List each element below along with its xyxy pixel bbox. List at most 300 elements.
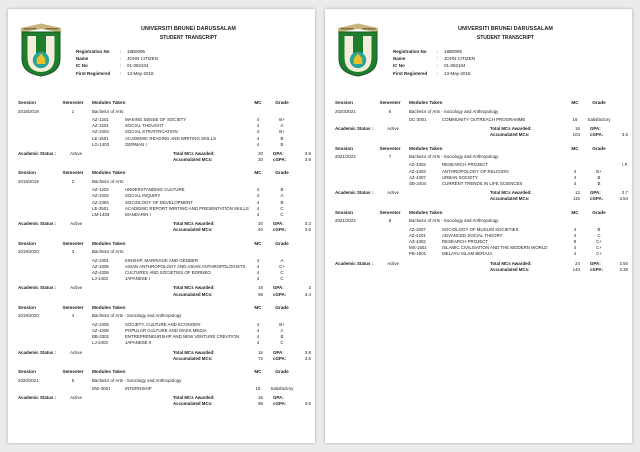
module-grade: B+ <box>279 116 285 122</box>
col-header-modules: Modules Taken <box>409 145 443 151</box>
accumulated-mcs-label: Accumulated MCs: <box>490 266 530 272</box>
col-header-session: Session <box>18 240 36 246</box>
col-header-semester: Semester <box>62 368 84 374</box>
module-cell <box>92 276 249 282</box>
module-grade: C+ <box>596 238 602 244</box>
module-grade: Satisfactory <box>270 385 294 391</box>
module-code: AZ-4308 <box>92 327 109 333</box>
accumulated-mcs-value: 140 <box>572 266 580 272</box>
col-header-modules: Modules Taken <box>92 100 126 105</box>
module-grade: C <box>280 205 284 211</box>
module-grade: A <box>280 327 284 333</box>
col-header-semester: Semester <box>62 170 84 176</box>
table-column-headers <box>325 100 632 106</box>
ic-no-value: 01-082104 <box>127 63 149 69</box>
cgpa-value: 3.5 <box>304 355 311 361</box>
col-header-grade: Grade <box>275 368 289 374</box>
module-title: MANDARIN I <box>125 212 151 218</box>
academic-status <box>18 395 82 401</box>
module-mc: 4 <box>573 232 577 238</box>
academic-status-value: Active <box>70 221 83 227</box>
academic-status-value: Active <box>387 260 400 266</box>
module-grade: A <box>280 193 284 199</box>
module-code: AZ-2201 <box>92 123 109 129</box>
col-header-session: Session <box>18 100 36 105</box>
col-header-mc: MC <box>254 100 262 105</box>
accumulated-mcs-value: 104 <box>572 132 580 138</box>
academic-status-label: Academic Status : <box>335 190 374 196</box>
academic-status-value: Active <box>70 150 83 156</box>
module-code: AZ-1202 <box>92 187 109 193</box>
programme-name: Bachelor of Arts: <box>92 179 125 185</box>
col-header-mc: MC <box>254 240 262 246</box>
col-header-mc: MC <box>571 145 579 151</box>
module-cell <box>409 117 566 123</box>
module-code: LE-2501 <box>92 205 109 211</box>
cgpa-label: cGPA: <box>273 227 287 233</box>
module-mc: 16 <box>572 116 578 122</box>
ic-no-label: IC No <box>393 63 405 69</box>
module-title: SOCIOLOGY OF MUSLIM SOCIETIES <box>442 226 519 232</box>
module-title: ACADEMIC REPORT WRITING AND PRESENTATION SKILLS <box>125 205 249 211</box>
module-grade: B+ <box>279 129 285 135</box>
session-value: 2019/2020 <box>18 249 39 255</box>
module-mc: 4 <box>573 226 577 232</box>
registration-no-value: 18B0095 <box>444 49 463 54</box>
module-cell <box>92 386 249 392</box>
col-header-grade: Grade <box>275 100 289 105</box>
module-cell <box>92 212 249 218</box>
module-mc: 4 <box>256 123 260 129</box>
registration-no-value: 18B0095 <box>127 49 146 54</box>
module-title: MAKING SENSE OF SOCIETY <box>125 116 187 122</box>
module-title: JAPANESE I <box>125 276 151 282</box>
registration-no-label: Registration No <box>76 49 110 54</box>
total-mcs-label: Total MCs Awarded: <box>173 285 215 291</box>
module-title: POPULAR CULTURE AND MASS MEDIA <box>125 327 207 333</box>
module-code: SB-2404 <box>409 181 427 187</box>
gpa-value: 3.7 <box>621 190 628 196</box>
table-column-headers <box>325 146 632 152</box>
semester-value: 8 <box>388 218 392 224</box>
module-mc: 16 <box>255 385 261 391</box>
module-title: JAPANESE II <box>125 340 152 346</box>
page-header <box>8 9 315 85</box>
col-header-semester: Semester <box>379 209 401 215</box>
gpa-label: GPA: <box>273 395 284 401</box>
gpa-label: GPA: <box>590 260 601 266</box>
col-header-semester: Semester <box>62 304 84 310</box>
academic-status-label: Academic Status : <box>335 260 374 266</box>
module-title: ENTREPRENEURSHIP AND NEW VENTURE CREATION <box>125 334 240 340</box>
cgpa-value: 3.4 <box>304 291 311 297</box>
cgpa-value: 3.54 <box>619 196 628 202</box>
table-column-headers <box>325 210 632 216</box>
col-header-session: Session <box>335 100 353 105</box>
accumulated-mcs-label: Accumulated MCs: <box>490 132 530 138</box>
university-title: UNIVERSITI BRUNEI DARUSSALAM <box>457 26 554 32</box>
section-header-row <box>8 378 315 384</box>
module-grade: C <box>280 340 284 346</box>
module-title: RESEARCH PROJECT <box>442 162 489 168</box>
module-mc: 4 <box>256 334 260 340</box>
module-grade: A <box>280 123 284 129</box>
academic-status <box>18 151 82 157</box>
programme-name: Bachelor of Arts: <box>92 249 125 255</box>
col-header-mc: MC <box>571 209 579 215</box>
document-title: STUDENT TRANSCRIPT <box>159 34 218 41</box>
sections-container <box>325 93 632 275</box>
col-header-mc: MC <box>254 170 262 176</box>
academic-status <box>335 190 399 196</box>
section-summary-row <box>8 350 315 362</box>
transcript-page-2 <box>325 9 632 443</box>
module-code: AZ-2304 <box>92 129 109 135</box>
table-column-headers <box>8 305 315 311</box>
academic-status-label: Academic Status : <box>18 395 57 401</box>
module-mc: 4 <box>256 212 260 218</box>
cgpa-label: cGPA: <box>590 196 604 202</box>
session-value: 2021/2022 <box>335 154 356 160</box>
accumulated-mcs-label: Accumulated MCs: <box>173 227 213 233</box>
academic-status-label: Academic Status : <box>18 221 57 227</box>
module-mc: 4 <box>256 116 260 122</box>
module-grade: B+ <box>279 321 285 327</box>
section-summary-row <box>8 221 315 233</box>
module-row <box>8 386 315 392</box>
module-title: MELAYU ISLAM BERAJA <box>442 251 493 257</box>
col-header-modules: Modules Taken <box>92 240 126 246</box>
total-mcs-label: Total MCs Awarded: <box>173 221 215 227</box>
module-grade: C <box>280 212 284 218</box>
col-header-semester: Semester <box>62 240 84 246</box>
module-grade: B <box>597 181 601 187</box>
academic-status <box>18 350 82 356</box>
mcs-gpa-summary <box>490 190 628 202</box>
col-header-semester: Semester <box>62 100 84 105</box>
module-code: AZ-3305 <box>92 263 109 269</box>
total-mcs-label: Total MCs Awarded: <box>490 260 532 266</box>
module-row <box>325 181 632 187</box>
total-mcs-label: Total MCs Awarded: <box>490 190 532 196</box>
module-title: INTERNSHIP <box>125 385 152 391</box>
module-mc: 4 <box>573 251 577 257</box>
table-column-headers <box>8 100 315 106</box>
module-code: AZ-4306 <box>92 269 109 275</box>
module-mc: 4 <box>256 269 260 275</box>
programme-name: Bachelor of Arts - Sociology and Anthropology <box>92 377 182 383</box>
cgpa-value: 3.5 <box>304 401 311 407</box>
first-registered-label: First Registered <box>393 70 428 76</box>
module-code: LJ-1403 <box>92 276 108 282</box>
col-header-grade: Grade <box>275 240 289 246</box>
section-header-row <box>8 179 315 185</box>
total-mcs-label: Total MCs Awarded: <box>173 349 215 355</box>
module-mc: 4 <box>256 257 260 263</box>
section-summary-row <box>325 261 632 273</box>
module-grade: C+ <box>596 245 602 251</box>
module-code: LJ-2403 <box>92 340 108 346</box>
gpa-label: GPA: <box>590 190 601 196</box>
section-header-row <box>325 218 632 224</box>
accumulated-mcs-label: Accumulated MCs: <box>173 157 213 163</box>
module-title: CURRENT TRENDS IN LIFE SCIENCES <box>442 181 523 187</box>
gpa-value: 3.8 <box>304 349 311 355</box>
module-title: ANTHROPOLOGY OF RELIGION <box>442 168 509 174</box>
col-header-session: Session <box>18 368 36 374</box>
col-header-semester: Semester <box>379 145 401 151</box>
module-mc: 4 <box>573 181 577 187</box>
section-header-row <box>8 109 315 115</box>
module-code: BB-3301 <box>92 334 110 340</box>
academic-status <box>335 261 399 267</box>
col-header-modules: Modules Taken <box>409 209 443 215</box>
module-code: AZ-1201 <box>92 116 109 122</box>
mcs-gpa-summary <box>173 350 311 362</box>
module-mc: 4 <box>256 205 260 211</box>
module-title: SOCIAL THOUGHT <box>125 123 164 129</box>
module-mc: 4 <box>256 340 260 346</box>
module-title: COMMUNITY OUTREACH PROGRAMME <box>442 116 526 122</box>
module-code: LM-1403 <box>92 212 110 218</box>
col-header-session: Session <box>335 145 353 151</box>
table-column-headers <box>8 369 315 375</box>
registration-no-label: Registration No <box>393 49 427 54</box>
first-registered-value: 13-May-2018 <box>127 70 154 76</box>
first-registered-label: First Registered <box>76 70 111 76</box>
module-mc: 4 <box>573 174 577 180</box>
col-header-session: Session <box>18 304 36 310</box>
module-grade: B <box>280 141 284 147</box>
cgpa-value: 3.9 <box>304 157 311 163</box>
module-cell <box>92 340 249 346</box>
col-header-session: Session <box>335 209 353 215</box>
gpa-label: GPA: <box>273 285 284 291</box>
gpa-label: GPA: <box>273 221 284 227</box>
col-header-grade: Grade <box>592 209 606 215</box>
module-grade: A <box>280 257 284 263</box>
col-header-modules: Modules Taken <box>92 304 126 310</box>
module-title: SOCIAL STRATIFICATION <box>125 129 178 135</box>
module-title: CULTURES AND SOCIETIES OF BORNEO <box>125 269 211 275</box>
module-grade: Satisfactory <box>587 116 611 122</box>
module-grade: C+ <box>596 251 602 257</box>
col-header-mc: MC <box>254 368 262 374</box>
total-mcs-value: 16 <box>258 285 263 291</box>
programme-name: Bachelor of Arts - Sociology and Anthropology <box>409 108 499 114</box>
section-header-row <box>8 313 315 319</box>
module-grade: C <box>280 269 284 275</box>
module-grade: B <box>280 135 284 141</box>
module-code: AZ-2202 <box>92 193 109 199</box>
accumulated-mcs-value: 72 <box>258 355 263 361</box>
module-title: ADVANCED SOCIAL THEORY <box>442 232 503 238</box>
academic-status-value: Active <box>387 126 400 132</box>
col-header-modules: Modules Taken <box>409 100 443 105</box>
module-mc: 8 <box>573 238 577 244</box>
module-code: AZ-2384 <box>92 199 109 205</box>
module-title: KINSHIP, MARRIAGE AND GENDER <box>125 257 199 263</box>
module-code: AZ-4302 <box>409 238 426 244</box>
session-value: 2018/2019 <box>18 179 39 185</box>
ic-no-label: IC No <box>76 63 88 69</box>
module-code: DC-3001 <box>409 116 427 122</box>
name-value: JOHN CITIZEN <box>127 56 158 62</box>
total-mcs-value: 12 <box>575 190 580 196</box>
academic-status-label: Academic Status : <box>18 285 57 291</box>
col-header-mc: MC <box>571 100 579 105</box>
module-mc: 4 <box>256 141 260 147</box>
module-title: URBAN SOCIETY <box>442 174 478 180</box>
module-grade: B <box>280 334 284 340</box>
module-code: MS-1501 <box>409 245 427 251</box>
session-value: 2019/2020 <box>18 313 39 319</box>
module-code: AZ-2305 <box>92 321 109 327</box>
module-mc: 4 <box>256 263 260 269</box>
module-mc: 4 <box>573 245 577 251</box>
module-mc: 4 <box>256 199 260 205</box>
total-mcs-label: Total MCs Awarded: <box>490 126 532 132</box>
session-value: 2021/2022 <box>335 218 356 224</box>
module-mc: 4 <box>256 187 260 193</box>
cgpa-label: cGPA: <box>273 157 287 163</box>
col-header-mc: MC <box>254 304 262 310</box>
gpa-value: 3.3 <box>304 221 311 227</box>
module-mc: 4 <box>256 276 260 282</box>
module-title: SOCIOLOGY OF DEVELOPMENT <box>125 199 193 205</box>
section-summary-row <box>8 395 315 407</box>
col-header-grade: Grade <box>592 100 606 105</box>
gpa-value: 3.9 <box>304 150 311 156</box>
accumulated-mcs-label: Accumulated MCs: <box>490 196 530 202</box>
first-registered-value: 13-May-2018 <box>444 70 471 76</box>
module-grade: B <box>280 187 284 193</box>
gpa-label: GPA: <box>273 349 284 355</box>
total-mcs-value: 20 <box>258 221 263 227</box>
student-info: Registration No : 18B0095 Name : JOHN CITIZEN IC No : 01-082104 First Registered : 13-May-2018 <box>393 49 475 76</box>
cgpa-label: cGPA: <box>273 355 287 361</box>
section-summary-row <box>325 126 632 138</box>
module-cell <box>92 142 249 148</box>
total-mcs-value: 20 <box>258 150 263 156</box>
academic-status <box>18 285 82 291</box>
academic-status-label: Academic Status : <box>18 349 57 355</box>
module-code: LG-1403 <box>92 141 110 147</box>
programme-name: Bachelor of Arts: <box>92 108 125 114</box>
module-code: AZ-4307 <box>409 174 426 180</box>
module-mc: 4 <box>256 135 260 141</box>
col-header-modules: Modules Taken <box>92 368 126 374</box>
total-mcs-label: Total MCs Awarded: <box>173 150 215 156</box>
col-header-semester: Semester <box>379 100 401 105</box>
section-header-row <box>8 249 315 255</box>
total-mcs-value: 16 <box>258 349 263 355</box>
module-mc: 4 <box>256 321 260 327</box>
module-mc: 4 <box>256 327 260 333</box>
table-column-headers <box>8 241 315 247</box>
module-mc: 4 <box>256 193 260 199</box>
cgpa-value: 3.5 <box>621 132 628 138</box>
accumulated-mcs-value: 88 <box>258 401 263 407</box>
mcs-gpa-summary <box>490 126 628 138</box>
module-mc: 4 <box>573 168 577 174</box>
semester-value: 6 <box>388 108 392 114</box>
cgpa-value: 3.38 <box>619 266 628 272</box>
gpa-value: 2.94 <box>619 260 628 266</box>
module-title: RESEARCH PROJECT <box>442 238 489 244</box>
accumulated-mcs-value: 116 <box>573 196 580 202</box>
student-info: Registration No : 18B0095 Name : JOHN CITIZEN IC No : 01-082104 First Registered : 13-May-2018 <box>76 49 158 76</box>
mcs-gpa-summary <box>173 395 311 407</box>
module-grade: B <box>280 199 284 205</box>
cgpa-value: 3.6 <box>304 227 311 233</box>
mcs-gpa-summary <box>490 261 628 273</box>
col-header-grade: Grade <box>275 170 289 176</box>
semester-value: 3 <box>71 249 75 255</box>
cgpa-label: cGPA: <box>590 132 604 138</box>
module-code: AZ-4303 <box>409 168 426 174</box>
page-header <box>325 9 632 85</box>
col-header-modules: Modules Taken <box>92 170 126 176</box>
semester-value: 2 <box>71 179 75 185</box>
module-grade: B+ <box>596 168 602 174</box>
accumulated-mcs-value: 56 <box>258 291 263 297</box>
section-summary-row <box>325 190 632 202</box>
section-summary-row <box>8 285 315 297</box>
col-header-grade: Grade <box>275 304 289 310</box>
module-mc: 4 <box>256 129 260 135</box>
session-value: 2020/2021 <box>335 108 356 114</box>
sections-container <box>8 93 315 409</box>
section-header-row <box>325 154 632 160</box>
academic-status <box>18 221 82 227</box>
academic-status-value: Active <box>70 395 83 401</box>
accumulated-mcs-label: Accumulated MCs: <box>173 291 213 297</box>
section-summary-row <box>8 151 315 163</box>
module-code: LE-1501 <box>92 135 109 141</box>
programme-name: Bachelor of Arts - Sociology and Anthropology <box>409 218 499 224</box>
mcs-gpa-summary <box>173 151 311 163</box>
academic-status-value: Active <box>70 349 83 355</box>
module-title: ACADEMIC READING AND WRITING SKILLS <box>125 135 216 141</box>
academic-status <box>335 126 399 132</box>
module-code: AZ-4302 <box>409 162 426 168</box>
academic-status-value: Active <box>70 285 83 291</box>
col-header-session: Session <box>18 170 36 176</box>
col-header-grade: Grade <box>592 145 606 151</box>
module-cell <box>409 181 566 187</box>
semester-value: 1 <box>71 108 75 114</box>
module-note: I.P. <box>622 162 628 168</box>
total-mcs-label: Total MCs Awarded: <box>173 395 215 401</box>
module-title: UNDERSTANDING CULTURE <box>125 187 185 193</box>
module-grade: B <box>597 174 601 180</box>
programme-name: Bachelor of Arts - Sociology and Anthropology <box>92 313 182 319</box>
module-code: AZ-2301 <box>92 257 109 263</box>
module-grade: B <box>597 226 601 232</box>
total-mcs-value: 16 <box>258 395 263 401</box>
transcript-page-1 <box>8 9 315 443</box>
module-code: AZ-3307 <box>409 226 426 232</box>
table-column-headers <box>8 170 315 176</box>
cgpa-label: cGPA: <box>590 266 604 272</box>
session-value: 2020/2021 <box>18 377 39 383</box>
module-title: SOCIETY, CULTURE AND ECONOMY <box>125 321 201 327</box>
module-title: GERMAN I <box>125 141 147 147</box>
mcs-gpa-summary <box>173 285 311 297</box>
academic-status-value: Active <box>387 190 400 196</box>
ubd-crest-logo <box>18 20 64 78</box>
